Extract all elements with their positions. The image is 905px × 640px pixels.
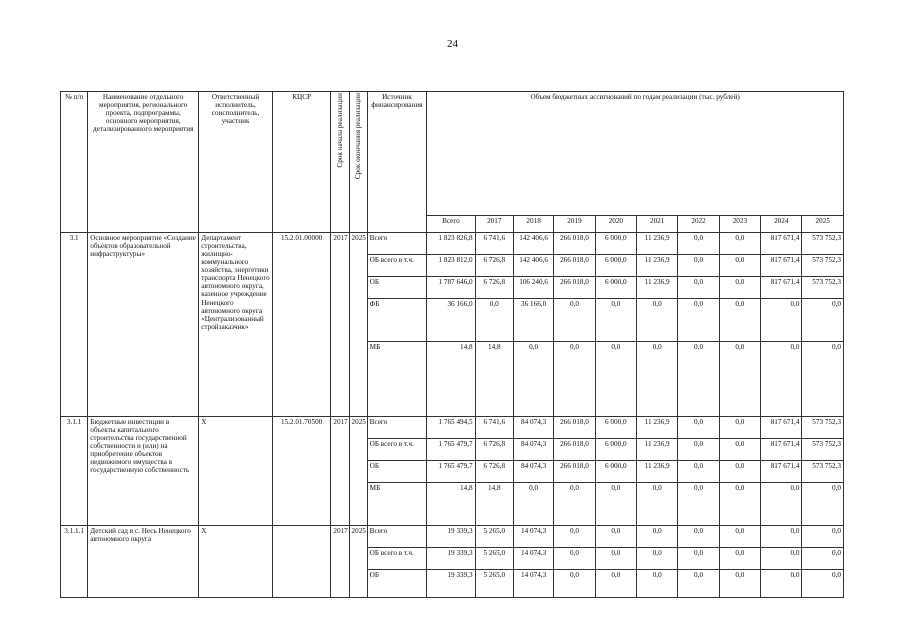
budget-value: 0,0 — [719, 483, 760, 526]
budget-value: 573 752,3 — [802, 461, 844, 483]
budget-value: 573 752,3 — [802, 417, 844, 439]
year-header: 2017 — [475, 216, 513, 233]
funding-source: МБ — [367, 483, 427, 526]
funding-source: ОБ — [367, 461, 427, 483]
budget-value: 0,0 — [554, 342, 595, 417]
budget-value: 0,0 — [802, 570, 844, 598]
budget-value: 0,0 — [719, 548, 760, 570]
block-responsible: Департамент строительства, жилищно-коммунального хозяйства, энергетики транспорта Ненецкого автономного округа, казенное учреждение Ненецкого автономного округа «Централизованный стройзаказчик» — [199, 233, 273, 417]
budget-value: 6 741,6 — [475, 233, 513, 255]
budget-value: 0,0 — [637, 299, 678, 342]
budget-value: 0,0 — [678, 417, 719, 439]
budget-value: 0,0 — [513, 342, 553, 417]
budget-value: 6 000,0 — [595, 277, 636, 299]
budget-value: 5 265,0 — [475, 526, 513, 548]
budget-value: 0,0 — [637, 526, 678, 548]
budget-value: 0,0 — [554, 483, 595, 526]
budget-value: 0,0 — [678, 526, 719, 548]
budget-value: 573 752,3 — [802, 255, 844, 277]
budget-value: 11 236,9 — [637, 461, 678, 483]
year-header: 2022 — [678, 216, 719, 233]
budget-value: 19 339,3 — [427, 526, 475, 548]
block-kcsr: 15.2.01.70500 — [272, 417, 331, 526]
budget-value: 266 018,0 — [554, 417, 595, 439]
header-start-text: Срок начала реализации — [335, 93, 344, 168]
budget-value: 84 074,3 — [513, 461, 553, 483]
budget-value: 0,0 — [678, 439, 719, 461]
budget-value: 0,0 — [761, 526, 802, 548]
budget-value: 1 765 479,7 — [427, 439, 475, 461]
budget-value: 1 823 812,0 — [427, 255, 475, 277]
year-header: 2025 — [802, 216, 844, 233]
budget-value: 817 671,4 — [761, 255, 802, 277]
budget-value: 6 000,0 — [595, 255, 636, 277]
budget-value: 0,0 — [719, 299, 760, 342]
budget-value: 6 726,8 — [475, 439, 513, 461]
year-header: 2018 — [513, 216, 553, 233]
budget-value: 6 000,0 — [595, 439, 636, 461]
budget-table — [60, 91, 844, 598]
table-row — [61, 417, 844, 439]
block-end: 2025 — [349, 417, 367, 526]
funding-source: ОБ всего в т.ч. — [367, 439, 427, 461]
budget-value: 142 406,6 — [513, 233, 553, 255]
funding-source: ОБ — [367, 277, 427, 299]
block-name: Детский сад в с. Несь Ненецкого автономного округа — [88, 526, 199, 598]
budget-value: 6 000,0 — [595, 233, 636, 255]
block-number: 3.1.1.1 — [61, 526, 88, 598]
budget-value: 0,0 — [513, 483, 553, 526]
budget-value: 14,8 — [475, 342, 513, 417]
budget-value: 6 741,6 — [475, 417, 513, 439]
budget-value: 14,8 — [427, 342, 475, 417]
budget-value: 0,0 — [719, 526, 760, 548]
funding-source: ОБ всего в т.ч. — [367, 548, 427, 570]
budget-value: 36 166,0 — [427, 299, 475, 342]
budget-value: 11 236,9 — [637, 417, 678, 439]
budget-value: 0,0 — [678, 233, 719, 255]
budget-value: 11 236,9 — [637, 277, 678, 299]
budget-value: 0,0 — [719, 233, 760, 255]
budget-value: 0,0 — [595, 299, 636, 342]
year-header: 2020 — [595, 216, 636, 233]
budget-value: 19 339,3 — [427, 570, 475, 598]
budget-value: 1 823 826,8 — [427, 233, 475, 255]
budget-value: 14 074,3 — [513, 526, 553, 548]
block-responsible: Х — [199, 526, 273, 598]
budget-value: 0,0 — [678, 461, 719, 483]
funding-source: МБ — [367, 342, 427, 417]
budget-value: 0,0 — [554, 548, 595, 570]
budget-value: 0,0 — [761, 570, 802, 598]
header-kcsr: КЦСР — [272, 92, 331, 233]
budget-value: 142 406,6 — [513, 255, 553, 277]
budget-value: 266 018,0 — [554, 461, 595, 483]
header-responsible: Ответственный исполнитель, соисполнитель, участник — [199, 92, 273, 233]
budget-value: 0,0 — [719, 417, 760, 439]
block-name: Основное мероприятие «Создание объектов образовательной инфраструктуры» — [88, 233, 199, 417]
budget-value: 0,0 — [719, 570, 760, 598]
budget-value: 0,0 — [595, 548, 636, 570]
block-number: 3.1 — [61, 233, 88, 417]
budget-value: 0,0 — [595, 570, 636, 598]
budget-value: 11 236,9 — [637, 255, 678, 277]
budget-value: 84 074,3 — [513, 417, 553, 439]
block-number: 3.1.1 — [61, 417, 88, 526]
budget-value: 6 000,0 — [595, 417, 636, 439]
budget-value: 0,0 — [802, 548, 844, 570]
budget-value: 0,0 — [802, 342, 844, 417]
budget-value: 0,0 — [595, 483, 636, 526]
block-start: 2017 — [331, 526, 349, 598]
budget-value: 0,0 — [554, 526, 595, 548]
budget-value: 0,0 — [595, 526, 636, 548]
budget-value: 6 000,0 — [595, 461, 636, 483]
budget-value: 0,0 — [761, 483, 802, 526]
funding-source: Всего — [367, 233, 427, 255]
budget-value: 14 074,3 — [513, 570, 553, 598]
budget-value: 0,0 — [719, 277, 760, 299]
year-header: 2019 — [554, 216, 595, 233]
funding-source: Всего — [367, 526, 427, 548]
block-end: 2025 — [349, 526, 367, 598]
budget-value: 6 726,8 — [475, 255, 513, 277]
budget-value: 0,0 — [719, 342, 760, 417]
budget-value: 817 671,4 — [761, 417, 802, 439]
budget-value: 0,0 — [554, 299, 595, 342]
budget-value: 84 074,3 — [513, 439, 553, 461]
budget-value: 106 240,6 — [513, 277, 553, 299]
budget-value: 0,0 — [719, 461, 760, 483]
budget-value: 14 074,3 — [513, 548, 553, 570]
budget-value: 266 018,0 — [554, 255, 595, 277]
budget-value: 6 726,8 — [475, 277, 513, 299]
block-kcsr — [272, 526, 331, 598]
budget-value: 0,0 — [595, 342, 636, 417]
block-kcsr: 15.2.01.00000 — [272, 233, 331, 417]
funding-source: ФБ — [367, 299, 427, 342]
budget-value: 817 671,4 — [761, 461, 802, 483]
budget-value: 6 726,8 — [475, 461, 513, 483]
budget-value: 14,8 — [427, 483, 475, 526]
budget-value: 0,0 — [637, 483, 678, 526]
budget-value: 0,0 — [761, 342, 802, 417]
header-budget: Объем бюджетных ассигнований по годам реализации (тыс. рублей) — [427, 92, 844, 216]
budget-value: 11 236,9 — [637, 233, 678, 255]
year-header: Всего — [427, 216, 475, 233]
header-end — [349, 92, 367, 233]
funding-source: ОБ — [367, 570, 427, 598]
budget-value: 266 018,0 — [554, 233, 595, 255]
header-num: № п/п — [61, 92, 88, 233]
budget-value: 0,0 — [802, 526, 844, 548]
year-header: 2023 — [719, 216, 760, 233]
budget-value: 0,0 — [637, 548, 678, 570]
budget-value: 5 265,0 — [475, 570, 513, 598]
budget-value: 817 671,4 — [761, 233, 802, 255]
budget-value: 0,0 — [475, 299, 513, 342]
budget-value: 0,0 — [678, 299, 719, 342]
budget-value: 0,0 — [802, 299, 844, 342]
year-header: 2024 — [761, 216, 802, 233]
header-start — [331, 92, 349, 233]
budget-value: 1 787 646,0 — [427, 277, 475, 299]
budget-value: 0,0 — [678, 277, 719, 299]
block-end: 2025 — [349, 233, 367, 417]
funding-source: Всего — [367, 417, 427, 439]
budget-value: 5 265,0 — [475, 548, 513, 570]
budget-value: 0,0 — [761, 548, 802, 570]
header-source: Источник финансирования — [367, 92, 427, 233]
budget-value: 0,0 — [554, 570, 595, 598]
page-number: 24 — [447, 38, 458, 50]
budget-value: 573 752,3 — [802, 233, 844, 255]
budget-value: 11 236,9 — [637, 439, 678, 461]
budget-value: 0,0 — [678, 255, 719, 277]
table-row — [61, 233, 844, 255]
budget-value: 0,0 — [678, 342, 719, 417]
funding-source: ОБ всего в т.ч. — [367, 255, 427, 277]
budget-value: 14,8 — [475, 483, 513, 526]
budget-value: 573 752,3 — [802, 439, 844, 461]
block-name: Бюджетные инвестиции в объекты капитального строительства государственной собственности и (или) на приобретение объектов недвижимого имущества в государственную собственность — [88, 417, 199, 526]
budget-value: 0,0 — [637, 342, 678, 417]
budget-value: 266 018,0 — [554, 439, 595, 461]
budget-value: 0,0 — [802, 483, 844, 526]
header-name: Наименование отдельного мероприятия, регионального проекта, подпрограммы, основного мероприятия, детализированного мероприятия — [88, 92, 199, 233]
budget-value: 0,0 — [719, 439, 760, 461]
budget-value: 0,0 — [637, 570, 678, 598]
budget-value: 0,0 — [678, 483, 719, 526]
block-start: 2017 — [331, 233, 349, 417]
budget-value: 19 339,3 — [427, 548, 475, 570]
budget-value: 817 671,4 — [761, 439, 802, 461]
budget-value: 1 765 494,5 — [427, 417, 475, 439]
header-end-text: Срок окончания реализации — [354, 93, 363, 180]
header-row — [61, 92, 844, 216]
block-responsible: Х — [199, 417, 273, 526]
table-row — [61, 526, 844, 548]
budget-value: 0,0 — [761, 299, 802, 342]
budget-value: 266 018,0 — [554, 277, 595, 299]
budget-value: 0,0 — [678, 548, 719, 570]
budget-value: 1 765 479,7 — [427, 461, 475, 483]
year-header: 2021 — [637, 216, 678, 233]
budget-value: 0,0 — [719, 255, 760, 277]
budget-value: 36 166,0 — [513, 299, 553, 342]
budget-value: 0,0 — [678, 570, 719, 598]
block-start: 2017 — [331, 417, 349, 526]
budget-value: 817 671,4 — [761, 277, 802, 299]
budget-value: 573 752,3 — [802, 277, 844, 299]
